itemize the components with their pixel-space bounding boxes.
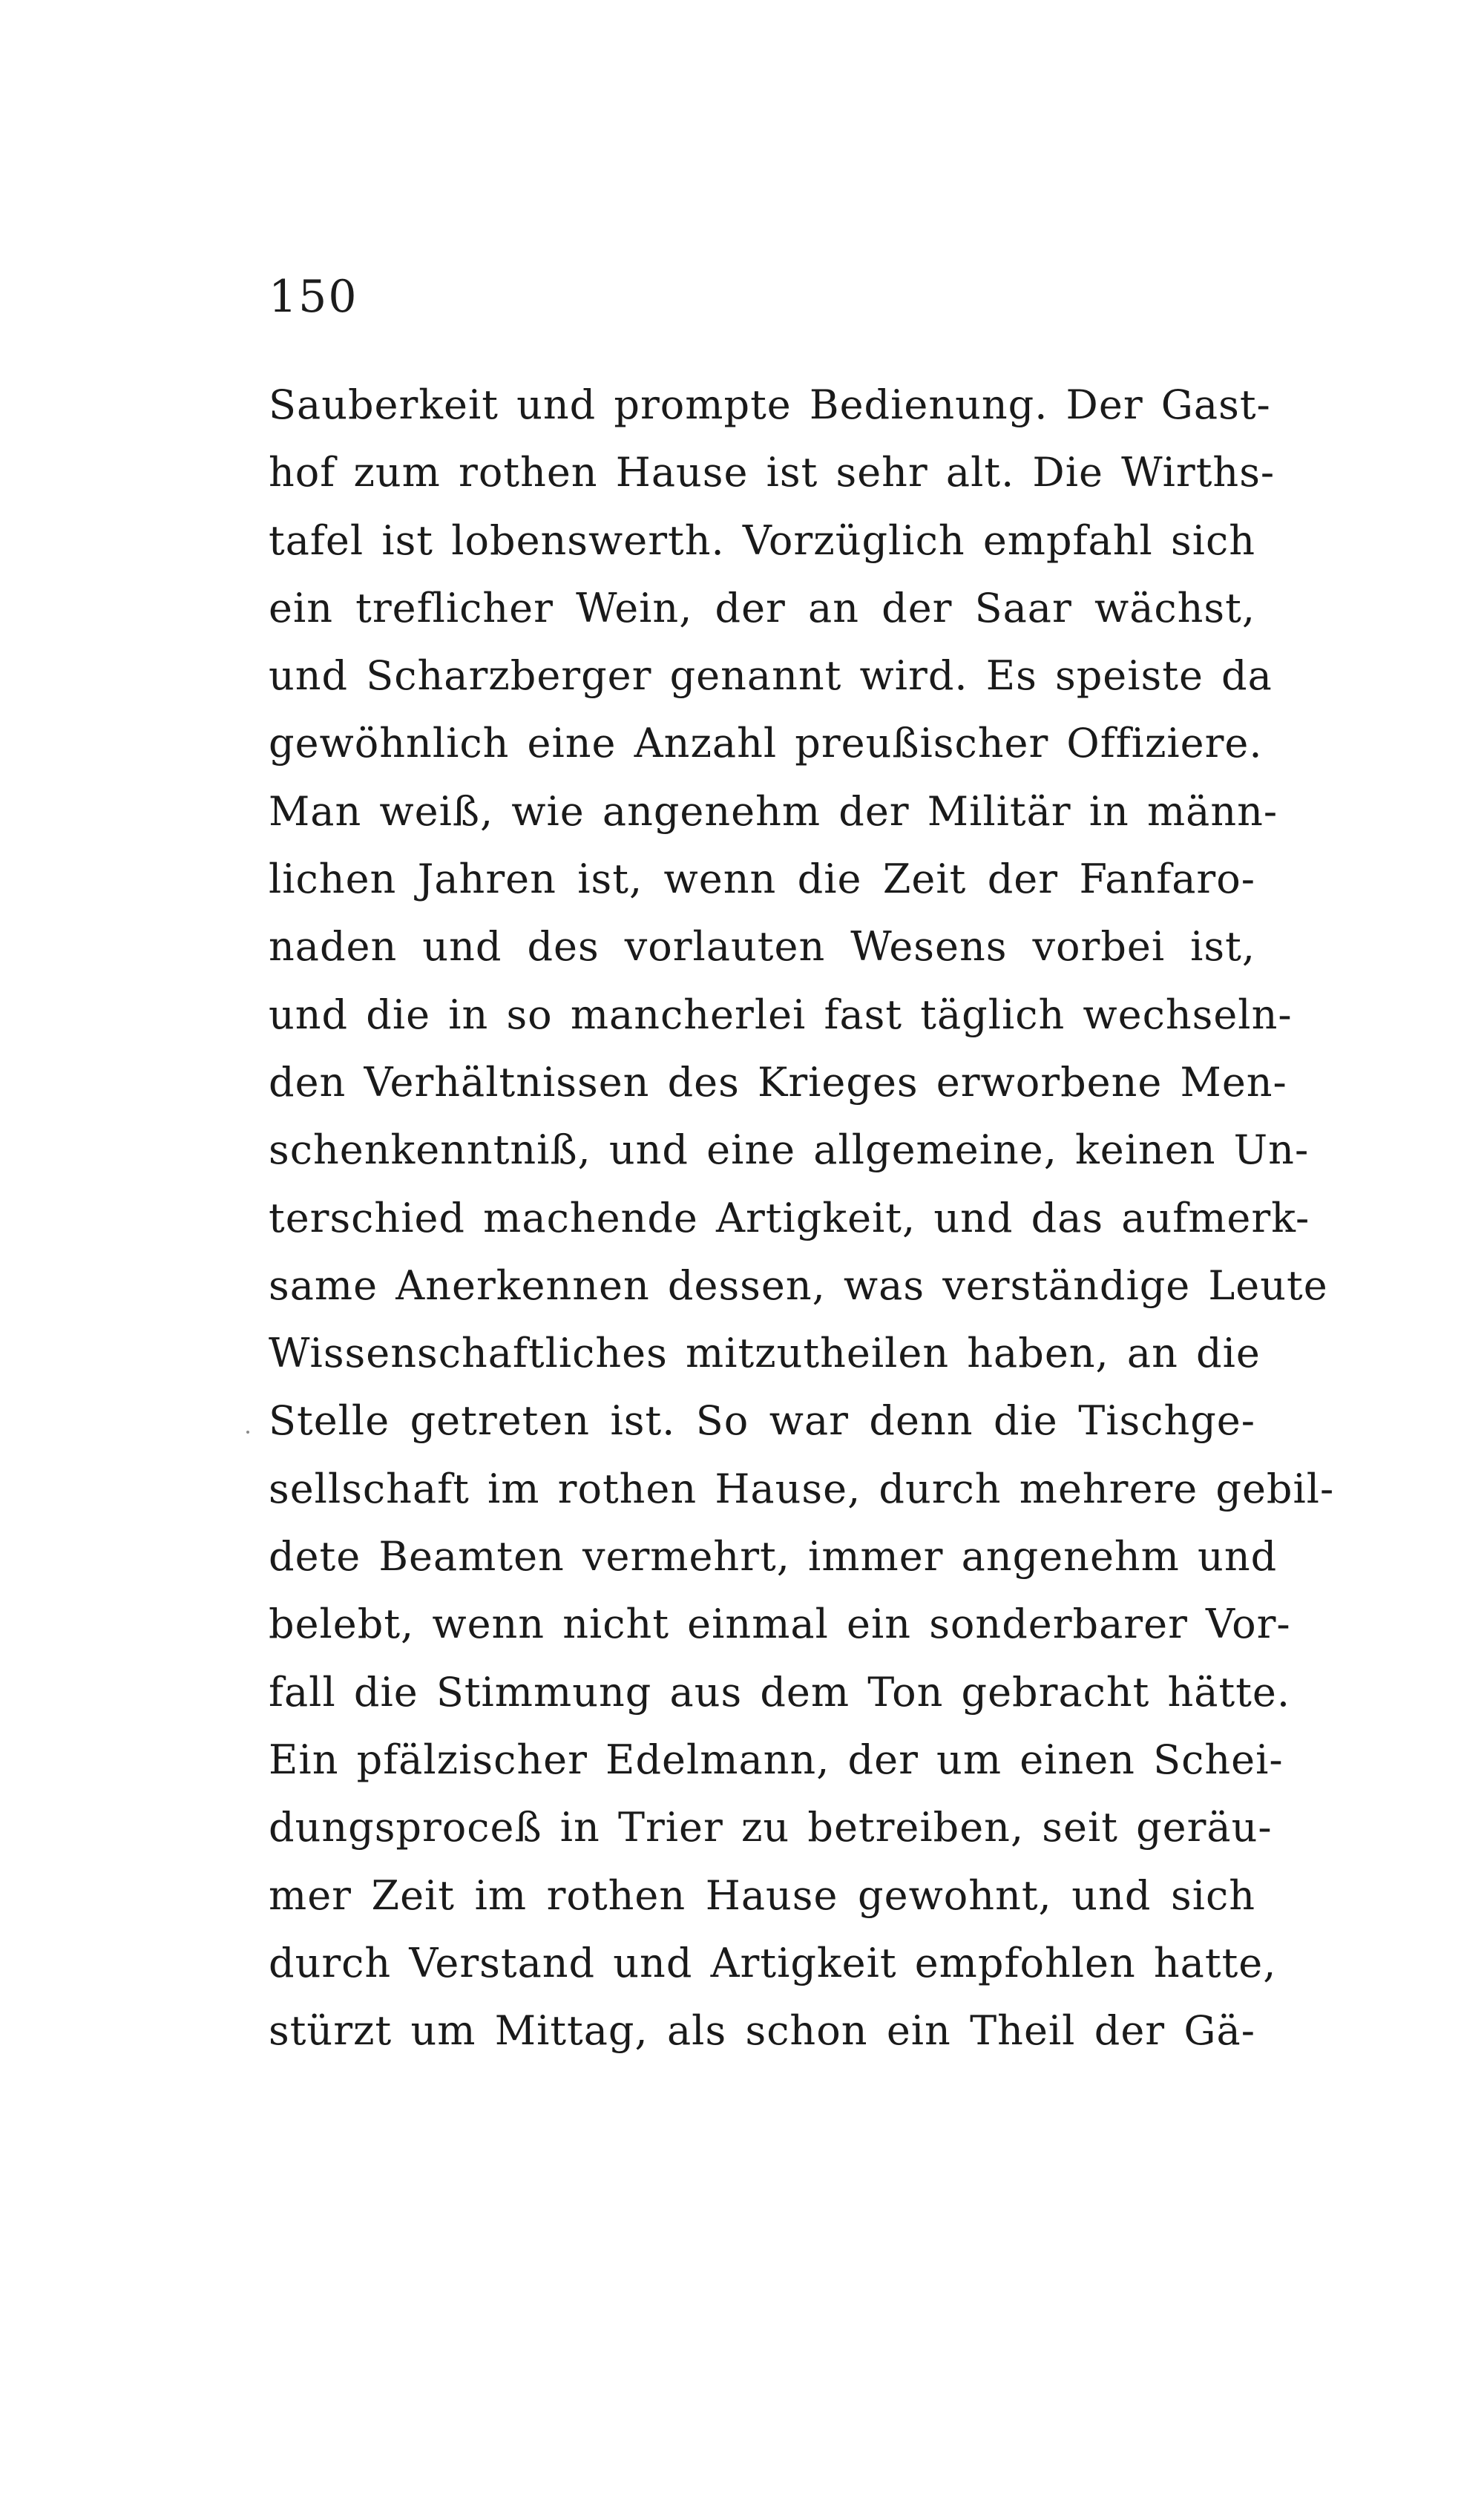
text-line: Man weiß, wie angenehm der Militär in männ- <box>269 787 1278 835</box>
text-line: hof zum rothen Hause ist sehr alt. Die Wirths- <box>269 449 1275 496</box>
ink-speck <box>246 1431 249 1434</box>
text-line: und Scharzberger genannt wird. Es speiste da <box>269 652 1273 700</box>
text-line: stürzt um Mittag, als schon ein Theil der Gä- <box>269 2007 1255 2055</box>
text-line: tafel ist lobenswerth. Vorzüglich empfahl sich <box>269 516 1255 564</box>
text-line: Ein pfälzischer Edelmann, der um einen Schei- <box>269 1736 1284 1783</box>
text-line: same Anerkennen dessen, was verständige Leute <box>269 1261 1328 1309</box>
text-line: Sauberkeit und prompte Bedienung. Der Gast- <box>269 381 1271 428</box>
body-text <box>269 371 1335 2064</box>
text-line: dete Beamten vermehrt, immer angenehm und <box>269 1533 1278 1581</box>
text-line: durch Verstand und Artigkeit empfohlen hatte, <box>269 1939 1277 1986</box>
text-line: dungsproceß in Trier zu betreiben, seit geräu- <box>269 1804 1273 1851</box>
page-number: 150 <box>269 271 358 323</box>
text-line: und die in so mancherlei fast täglich wechseln- <box>269 991 1293 1038</box>
text-line: mer Zeit im rothen Hause gewohnt, und sich <box>269 1871 1255 1919</box>
text-line: sellschaft im rothen Hause, durch mehrere gebil- <box>269 1465 1335 1512</box>
text-line: ein treflicher Wein, der an der Saar wächst, <box>269 584 1255 631</box>
text-line: lichen Jahren ist, wenn die Zeit der Fanfaro- <box>269 856 1255 903</box>
text-line: Stelle getreten ist. So war denn die Tischge- <box>269 1397 1255 1445</box>
text-line: Wissenschaftliches mitzutheilen haben, an die <box>269 1330 1261 1377</box>
text-line: fall die Stimmung aus dem Ton gebracht hätte. <box>269 1668 1291 1716</box>
text-line: terschied machende Artigkeit, und das aufmerk- <box>269 1194 1310 1241</box>
text-line: den Verhältnissen des Krieges erworbene Men- <box>269 1058 1287 1106</box>
text-line: schenkenntniß, und eine allgemeine, keinen Un- <box>269 1126 1310 1174</box>
text-line: naden und des vorlauten Wesens vorbei ist, <box>269 923 1255 971</box>
text-line: belebt, wenn nicht einmal ein sonderbarer Vor- <box>269 1601 1291 1648</box>
text-line: gewöhnlich eine Anzahl preußischer Offiziere. <box>269 720 1263 767</box>
